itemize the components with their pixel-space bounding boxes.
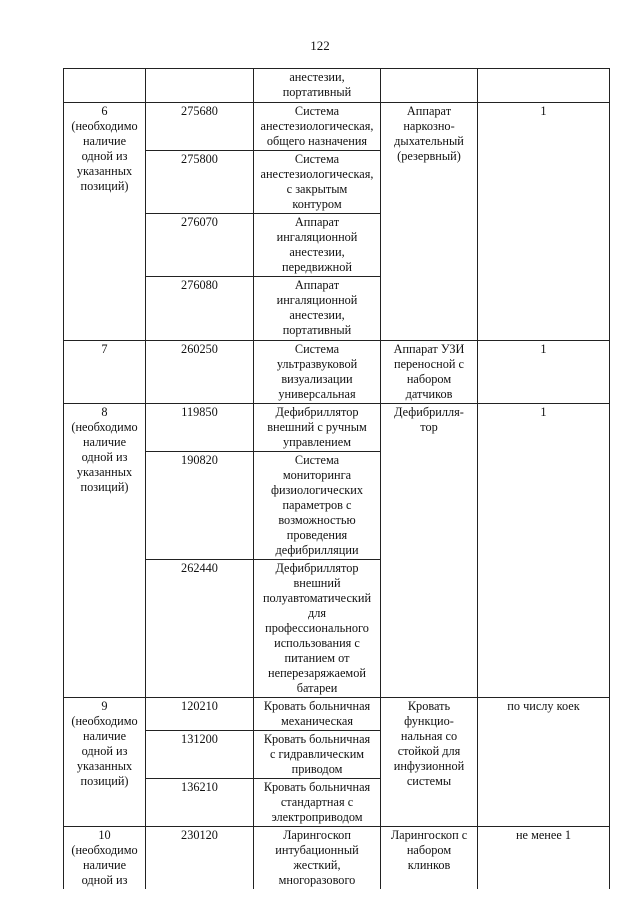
table-row <box>64 404 610 452</box>
name-cell: Кровать больничная с гидравлическим приводом <box>254 731 381 779</box>
table-row <box>64 698 610 731</box>
equipment-table <box>63 68 610 889</box>
group-cell: 6 (необходимо наличие одной из указанных позиций) <box>64 103 146 341</box>
quantity-cell: не менее 1 <box>478 827 610 890</box>
name-cell: Дефибриллятор внешний полуавтоматический для профессионального использования с питанием от неперезаряжаемой батареи <box>254 560 381 698</box>
code-cell: 275680 <box>146 103 254 151</box>
name-cell: Кровать больничная стандартная с электроприводом <box>254 779 381 827</box>
code-cell: 230120 <box>146 827 254 890</box>
code-cell: 119850 <box>146 404 254 452</box>
name-cell: Аппарат ингаляционной анестезии, передвижной <box>254 214 381 277</box>
name-cell: Кровать больничная механическая <box>254 698 381 731</box>
device-cell: Дефибрилля- тор <box>381 404 478 698</box>
table-row <box>64 827 610 890</box>
table-row <box>64 341 610 404</box>
name-cell: анестезии, портативный <box>254 69 381 103</box>
device-cell: Аппарат УЗИ переносной с набором датчиков <box>381 341 478 404</box>
page-number: 122 <box>310 38 330 53</box>
name-cell: Дефибриллятор внешний с ручным управлением <box>254 404 381 452</box>
code-cell: 190820 <box>146 452 254 560</box>
quantity-cell: 1 <box>478 404 610 698</box>
group-cell <box>64 69 146 103</box>
code-cell: 120210 <box>146 698 254 731</box>
quantity-cell: 1 <box>478 341 610 404</box>
code-cell: 276070 <box>146 214 254 277</box>
group-cell: 10 (необходимо наличие одной из <box>64 827 146 890</box>
name-cell: Аппарат ингаляционной анестезии, портативный <box>254 277 381 341</box>
device-cell: Ларингоскоп с набором клинков <box>381 827 478 890</box>
code-cell: 262440 <box>146 560 254 698</box>
name-cell: Ларингоскоп интубационный жесткий, многоразового <box>254 827 381 890</box>
quantity-cell <box>478 69 610 103</box>
group-cell: 7 <box>64 341 146 404</box>
code-cell <box>146 69 254 103</box>
name-cell: Система ультразвуковой визуализации универсальная <box>254 341 381 404</box>
code-cell: 131200 <box>146 731 254 779</box>
device-cell: Аппарат наркозно- дыхательный (резервный) <box>381 103 478 341</box>
name-cell: Система мониторинга физиологических параметров с возможностью проведения дефибрилляции <box>254 452 381 560</box>
code-cell: 276080 <box>146 277 254 341</box>
name-cell: Система анестезиологическая, общего назначения <box>254 103 381 151</box>
table-row <box>64 69 610 103</box>
quantity-cell: 1 <box>478 103 610 341</box>
device-cell <box>381 69 478 103</box>
code-cell: 260250 <box>146 341 254 404</box>
code-cell: 275800 <box>146 151 254 214</box>
group-cell: 9 (необходимо наличие одной из указанных позиций) <box>64 698 146 827</box>
quantity-cell: по числу коек <box>478 698 610 827</box>
table-row <box>64 103 610 151</box>
device-cell: Кровать функцио- нальная со стойкой для инфузионной системы <box>381 698 478 827</box>
code-cell: 136210 <box>146 779 254 827</box>
group-cell: 8 (необходимо наличие одной из указанных позиций) <box>64 404 146 698</box>
name-cell: Система анестезиологическая, с закрытым контуром <box>254 151 381 214</box>
